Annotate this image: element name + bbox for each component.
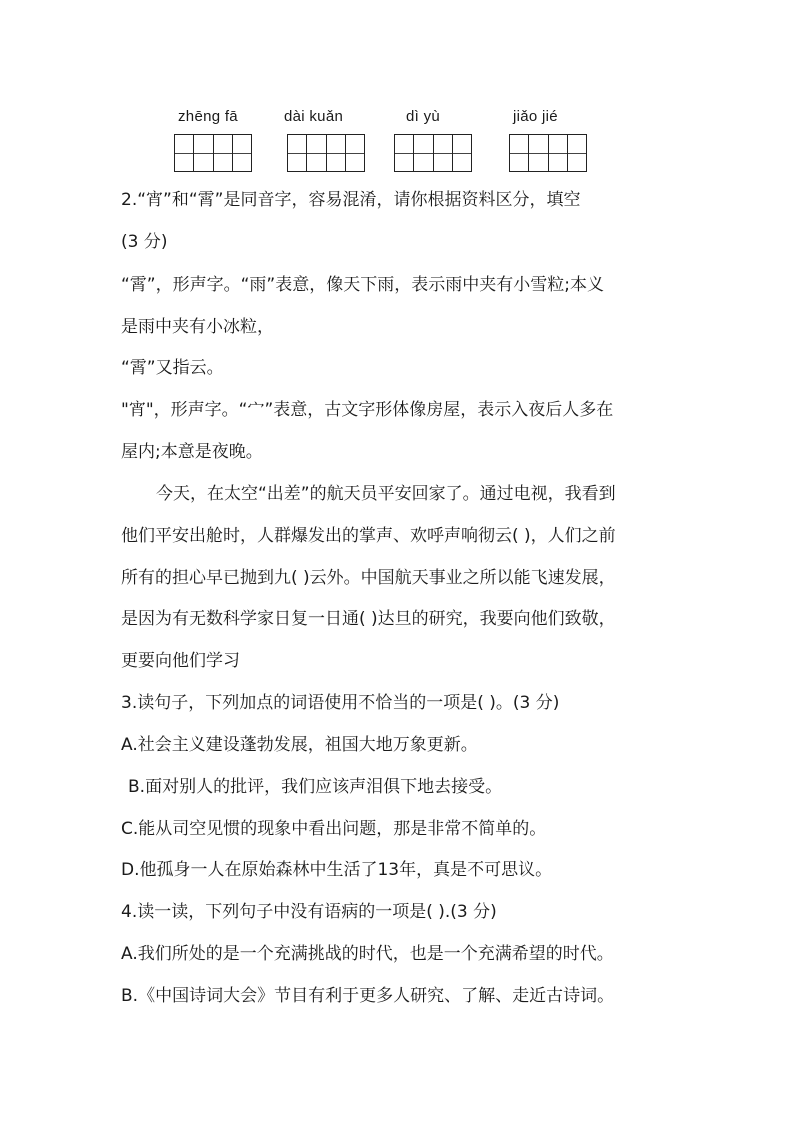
question-3-prompt: 3.读句子，下列加点的词语使用不恰当的一项是( )。(3 分) xyxy=(121,693,560,713)
material-xiao-night-1: "宵"，形声字。“宀”表意，古文字形体像房屋，表示入夜后人多在 xyxy=(121,400,614,420)
question-3-option-d[interactable]: D.他孤身一人在原始森林中生活了13年，真是不可思议。 xyxy=(121,860,553,880)
pinyin-label: zhēng fā xyxy=(178,108,238,125)
passage-line-1: 今天，在太空“出差”的航天员平安回家了。通过电视，我看到 xyxy=(156,484,616,504)
passage-line-2: 他们平安出舱时，人群爆发出的掌声、欢呼声响彻云( )，人们之前 xyxy=(121,526,616,546)
question-3-option-c[interactable]: C.能从司空见惯的现象中看出问题，那是非常不简单的。 xyxy=(121,819,547,839)
passage-line-3: 所有的担心早已抛到九( )云外。中国航天事业之所以能飞速发展， xyxy=(121,568,616,588)
material-xiao-night-2: 屋内;本意是夜晚。 xyxy=(121,442,263,462)
character-grid[interactable] xyxy=(509,134,587,172)
character-grid[interactable] xyxy=(287,134,365,172)
question-3-option-b[interactable]: B.面对别人的批评，我们应该声泪俱下地去接受。 xyxy=(128,777,503,797)
pinyin-label: jiǎo jié xyxy=(513,108,558,125)
question-4-prompt: 4.读一读，下列句子中没有语病的一项是( ).(3 分) xyxy=(121,902,497,922)
question-4-option-b[interactable]: B.《中国诗词大会》节目有利于更多人研究、了解、走近古诗词。 xyxy=(121,986,615,1006)
material-xiao-rain-3: “霄”又指云。 xyxy=(121,358,224,378)
character-grid[interactable] xyxy=(174,134,252,172)
character-grid[interactable] xyxy=(394,134,472,172)
question-2-score: (3 分) xyxy=(121,232,168,252)
passage-line-4: 是因为有无数科学家日复一日通( )达旦的研究，我要向他们致敬， xyxy=(121,609,616,629)
passage-line-5: 更要向他们学习 xyxy=(121,651,240,671)
pinyin-label: dì yù xyxy=(406,108,441,125)
pinyin-label: dài kuǎn xyxy=(284,108,344,125)
material-xiao-rain-1: “霄”，形声字。“雨”表意，像天下雨，表示雨中夹有小雪粒;本义 xyxy=(121,275,604,295)
material-xiao-rain-2: 是雨中夹有小冰粒， xyxy=(121,317,274,337)
question-3-option-a[interactable]: A.社会主义建设蓬勃发展，祖国大地万象更新。 xyxy=(121,735,478,755)
question-2-prompt: 2.“宵”和“霄”是同音字，容易混淆，请你根据资料区分，填空 xyxy=(121,190,581,210)
pinyin-writing-row xyxy=(0,108,794,178)
question-4-option-a[interactable]: A.我们所处的是一个充满挑战的时代，也是一个充满希望的时代。 xyxy=(121,944,614,964)
